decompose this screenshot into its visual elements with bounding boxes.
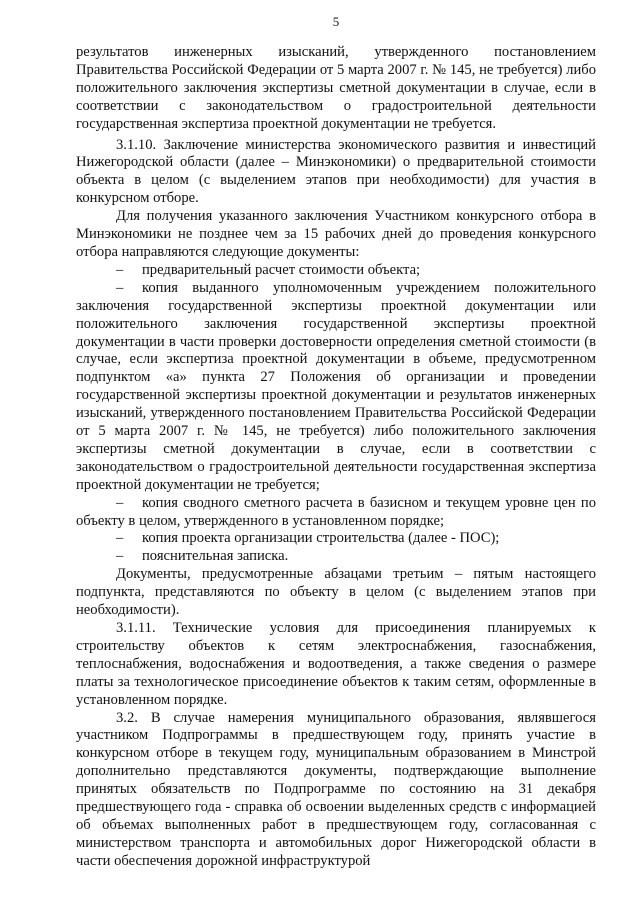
list-item-preliminary-estimate (76, 262, 596, 280)
paragraph-documents-object: Документы, предусмотренные абзацами третьим – пятым настоящего подпункта, представляются по объекту в целом (с выделением этапов при необходимости). (76, 566, 596, 619)
paragraph-documents-intro: Для получения указанного заключения Участником конкурсного отбора в Минэкономики не позднее чем за 15 рабочих дней до проведения конкурсного отбора направляются следующие документы: (76, 208, 596, 260)
list-item-summary-estimate (76, 495, 596, 531)
list-item-explanatory-note (76, 548, 596, 566)
dash-marker: – (116, 494, 124, 511)
dash-marker: – (116, 279, 124, 296)
paragraph-3-2: 3.2. В случае намерения муниципального образования, являвшегося участником Подпрограммы в предшествующем году, принять участие в конкурсном отборе в текущем году, муниципальным образованием в Минстрой дополнительно представляются документы, подтверждающие выполнение принятых обязательств по Подпрограмме по состоянию на 31 декабря предшествующего года - справка об освоении выделенных средств с информацией об объемах выполненных работ в предшествующем году, согласованная с министерством транспорта и автомобильных дорог Нижегородской области в части обеспечения дорожной инфраструктурой (76, 709, 596, 869)
paragraph-3-1-11: 3.1.11. Технические условия для присоединения планируемых к строительству объектов к сетям электроснабжения, газоснабжения, теплоснабжения, водоснабжения и водоотведения, а также сведения о размере платы за технологическое присоединение объектов к таким сетям, оформленные в установленном порядке. (76, 620, 596, 708)
list-item-text: предварительный расчет стоимости объекта; (142, 261, 421, 278)
list-item-text: пояснительная записка. (142, 548, 289, 565)
list-item-pos-copy (76, 530, 596, 548)
list-item-expertise-copy (76, 280, 596, 495)
dash-marker: – (116, 548, 124, 565)
dash-marker: – (116, 261, 124, 278)
page-number: 5 (332, 14, 340, 29)
list-item-text: копия проекта организации строительства (далее - ПОС); (142, 530, 500, 547)
list-item-text: копия выданного уполномоченным учреждением положительного заключения государственной экспертизы проектной документации или положительного заключения государственной экспертизы проектной документации в части проверки достоверности определения сметной стоимости (в случае, если экспертиза проектной документации в объеме, предусмотренном подпунктом «а» пункта 27 Положения об организации и проведении государственной экспертизы проектной документации и результатов инженерных изысканий, утвержденного постановлением Правительства Российской Федерации от 5 марта 2007 г. № 145, не требуется) либо положительного заключения экспертизы сметной документации в случае, если в соответствии с законодательством о градостроительной деятельности государственная экспертиза проектной документации не требуется; (76, 279, 596, 493)
list-item-text: копия сводного сметного расчета в базисном и текущем уровне цен по объекту в целом, утвержденного в установленном порядке; (76, 494, 596, 529)
paragraph-continuation: результатов инженерных изысканий, утвержденного постановлением Правительства Российской Федерации от 5 марта 2007 г. № 145, не требуется) либо положительного заключения экспертизы сметной документации в случае, если в соответствии с законодательством о градостроительной деятельности государственная экспертиза проектной документации не требуется. (76, 44, 596, 132)
paragraph-3-1-10: 3.1.10. Заключение министерства экономического развития и инвестиций Нижегородской области (далее – Минэкономики) о предварительной стоимости объекта в целом (с выделением этапов при необходимости) для участия в конкурсном отборе. (76, 136, 596, 207)
dash-marker: – (116, 530, 124, 547)
